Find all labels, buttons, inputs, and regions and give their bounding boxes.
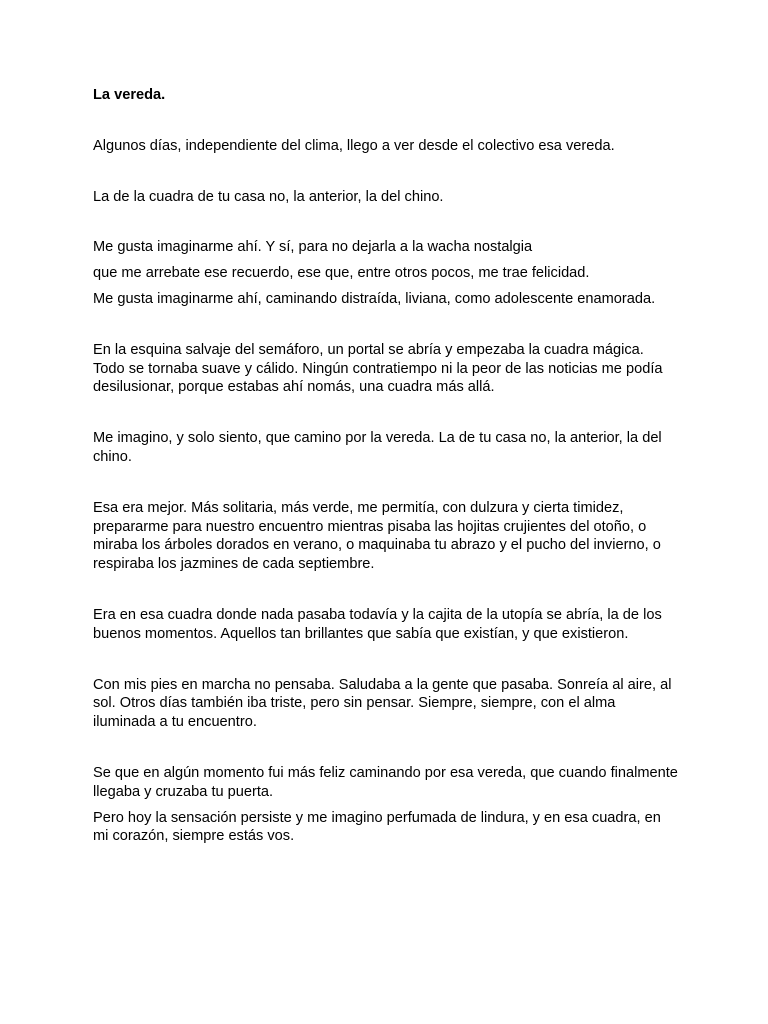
paragraph: Me imagino, y solo siento, que camino por la vereda. La de tu casa no, la anterior, la del chino. <box>93 430 662 465</box>
paragraph: Esa era mejor. Más solitaria, más verde, me permitía, con dulzura y cierta timidez, prepararme para nuestro encuentro mientras pisaba las hojitas crujientes del otoño, o miraba los árboles dorados en verano, o maquinaba tu abrazo y el pucho del invierno, o respiraba los jazmines de cada septiembre. <box>93 499 661 573</box>
paragraph: Pero hoy la sensación persiste y me imagino perfumada de lindura, y en esa cuadra, en mi corazón, siempre estás vos. <box>93 809 661 845</box>
paragraph: Me gusta imaginarme ahí. Y sí, para no dejarla a la wacha nostalgia <box>93 239 533 256</box>
paragraph: Se que en algún momento fui más feliz caminando por esa vereda, que cuando finalmente llegaba y cruzaba tu puerta. <box>93 764 678 800</box>
paragraph: Algunos días, independiente del clima, llego a ver desde el colectivo esa vereda. <box>93 137 615 154</box>
document-title: La vereda. <box>93 87 166 103</box>
paragraph: Me gusta imaginarme ahí, caminando distraída, liviana, como adolescente enamorada. <box>93 290 656 307</box>
paragraph: Con mis pies en marcha no pensaba. Saludaba a la gente que pasaba. Sonreía al aire, al sol. Otros días también iba triste, pero sin pensar. Siempre, siempre, con el alma iluminada a tu encuentro. <box>93 676 672 731</box>
paragraph: que me arrebate ese recuerdo, ese que, entre otros pocos, me trae felicidad. <box>93 265 590 282</box>
paragraph: Era en esa cuadra donde nada pasaba todavía y la cajita de la utopía se abría, la de los buenos momentos. Aquellos tan brillantes que sabía que existían, y que existieron. <box>93 606 662 642</box>
paragraph: En la esquina salvaje del semáforo, un portal se abría y empezaba la cuadra mágica. Todo se tornaba suave y cálido. Ningún contratiempo ni la peor de las noticias me podía desilusionar, porque estabas ahí nomás, una cuadra más allá. <box>93 341 663 396</box>
document-body <box>93 86 678 846</box>
paragraph: La de la cuadra de tu casa no, la anterior, la del chino. <box>93 188 444 205</box>
